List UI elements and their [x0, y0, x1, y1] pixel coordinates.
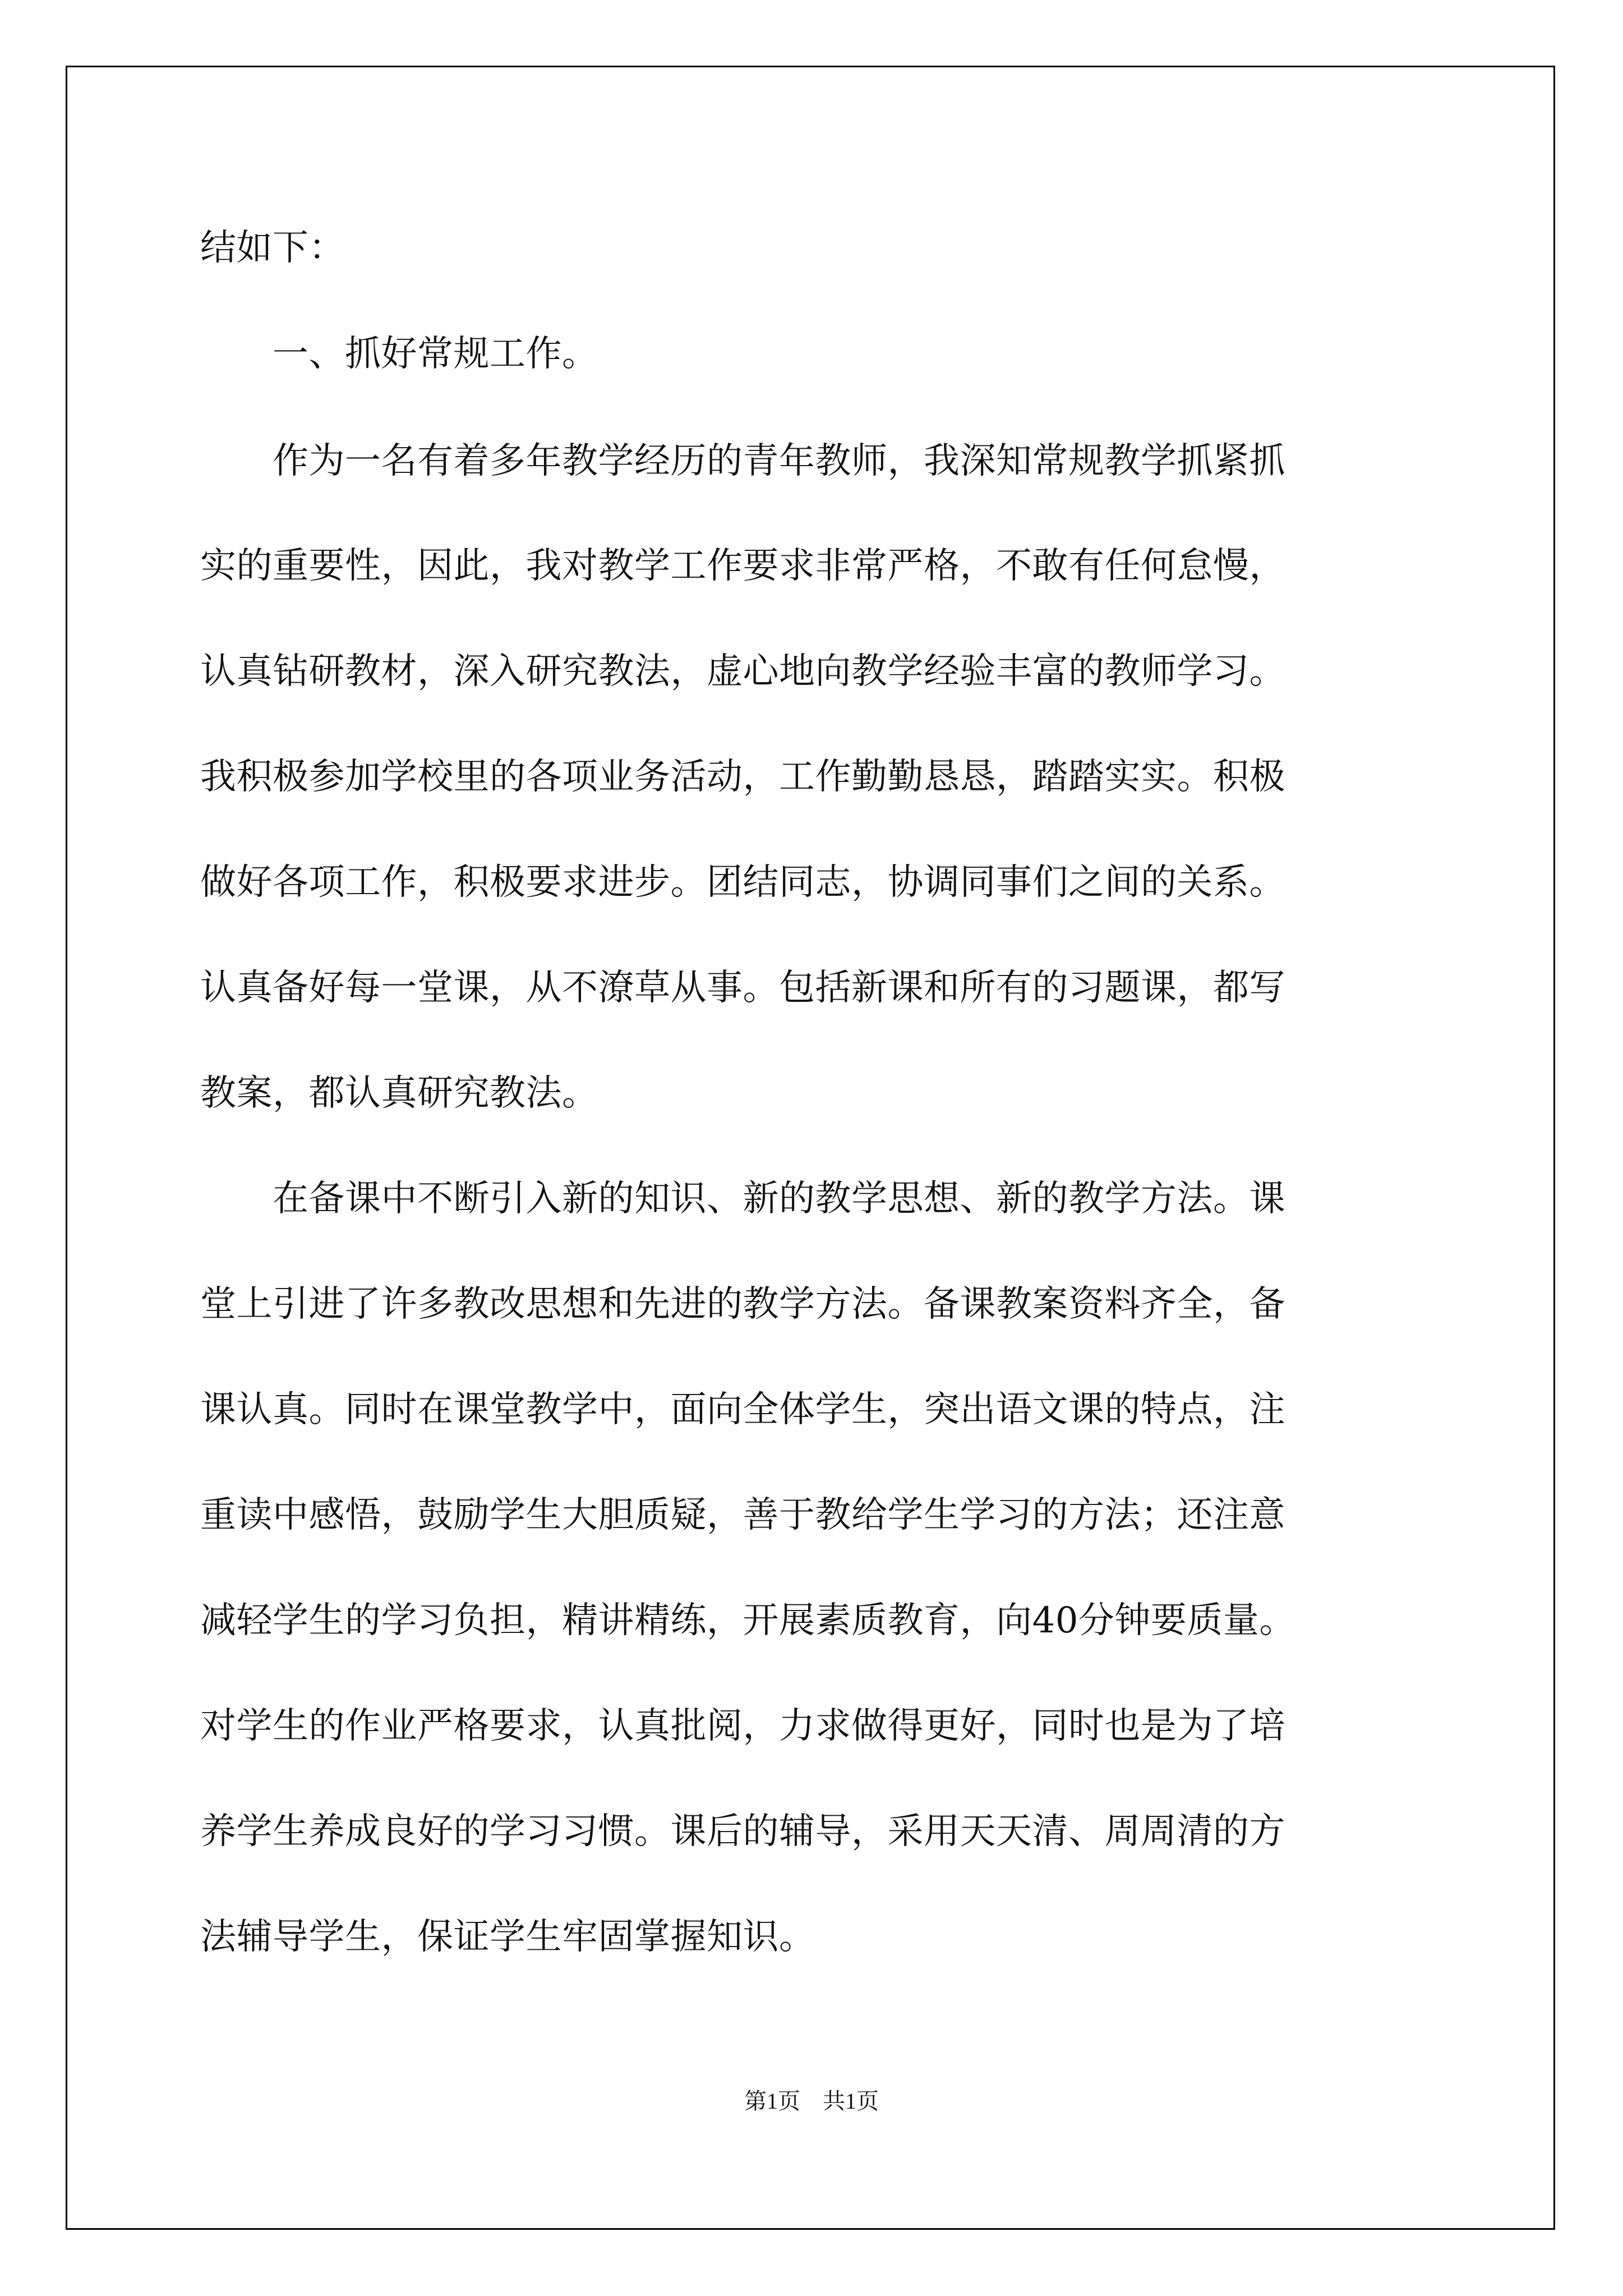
text-line-16: 养学生养成良好的学习习惯。课后的辅导，采用天天清、周周清的方 — [200, 1811, 1285, 1852]
text-line-12: 课认真。同时在课堂教学中，面向全体学生，突出语文课的特点，注 — [200, 1389, 1285, 1430]
text-line-9: 教案，都认真研究教法。 — [200, 1073, 598, 1114]
text-line-4: 实的重要性，因此，我对教学工作要求非常严格，不敢有任何怠慢， — [200, 545, 1285, 587]
text-line-15: 对学生的作业严格要求，认真批阅，力求做得更好，同时也是为了培 — [200, 1705, 1285, 1747]
text-line-6: 我积极参加学校里的各项业务活动，工作勤勤恳恳，踏踏实实。积极 — [200, 756, 1285, 798]
text-line-2: 一、抓好常规工作。 — [200, 333, 598, 375]
text-line-17: 法辅导学生，保证学生牢固掌握知识。 — [200, 1916, 815, 1958]
text-line-13: 重读中感悟，鼓励学生大胆质疑，善于教给学生学习的方法；还注意 — [200, 1494, 1285, 1536]
text-line-14: 减轻学生的学习负担，精讲精练，开展素质教育，向40分钟要质量。 — [200, 1600, 1295, 1641]
page-border — [66, 66, 1555, 2230]
text-line-5: 认真钻研教材，深入研究教法，虚心地向教学经验丰富的教师学习。 — [200, 651, 1285, 692]
text-line-3: 作为一名有着多年教学经历的青年教师，我深知常规教学抓紧抓 — [200, 440, 1285, 482]
page-number-footer: 第1页 共1页 — [744, 2088, 879, 2114]
text-line-1: 结如下： — [200, 227, 345, 269]
text-line-10: 在备课中不断引入新的知识、新的教学思想、新的教学方法。课 — [200, 1178, 1285, 1220]
text-line-7: 做好各项工作，积极要求进步。团结同志，协调同事们之间的关系。 — [200, 862, 1285, 903]
text-line-11: 堂上引进了许多教改思想和先进的教学方法。备课教案资料齐全，备 — [200, 1283, 1285, 1325]
text-line-8: 认真备好每一堂课，从不潦草从事。包括新课和所有的习题课，都写 — [200, 967, 1285, 1009]
